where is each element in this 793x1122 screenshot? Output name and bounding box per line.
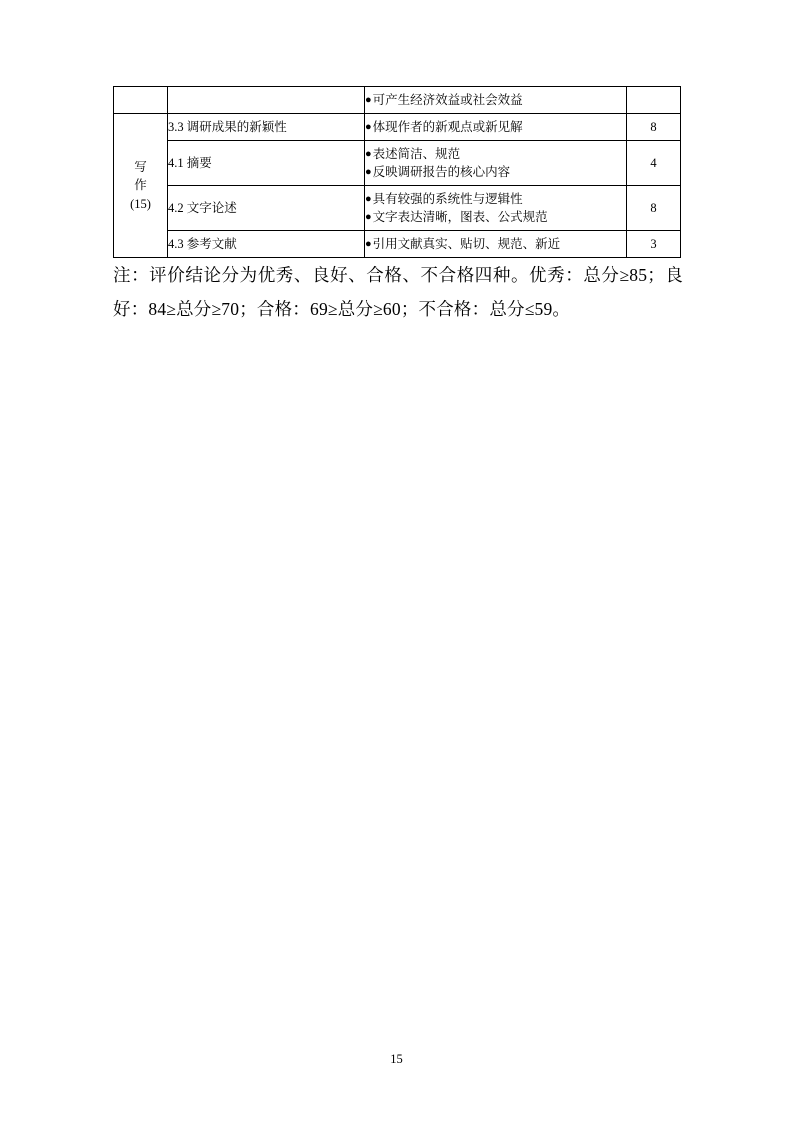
cell-description	[365, 141, 627, 186]
cell-description	[365, 186, 627, 231]
cell-score: 8	[627, 114, 681, 141]
table-row	[114, 231, 681, 258]
description-line: ●可产生经济效益或社会效益	[365, 92, 523, 107]
description-line: ●具有较强的系统性与逻辑性	[365, 191, 523, 206]
cell-score: 8	[627, 186, 681, 231]
cell-item: 4.1 摘要	[168, 141, 365, 186]
cell-item: 4.3 参考文献	[168, 231, 365, 258]
rubric-table	[113, 86, 681, 258]
category-line-3: (15)	[130, 196, 151, 211]
bullet-dot-icon: ●	[365, 93, 372, 106]
table-row	[114, 141, 681, 186]
cell-category-empty-top	[114, 87, 168, 114]
cell-description	[365, 231, 627, 258]
description-line: ●引用文献真实、贴切、规范、新近	[365, 236, 561, 251]
category-line-2: 作	[134, 178, 147, 193]
table-row	[114, 87, 681, 114]
table-note	[113, 258, 683, 326]
table-row	[114, 114, 681, 141]
page-number: 15	[390, 1052, 403, 1066]
description-line: ●反映调研报告的核心内容	[365, 165, 511, 179]
rubric-table-container	[113, 86, 680, 258]
bullet-dot-icon: ●	[365, 147, 372, 160]
bullet-dot-icon: ●	[365, 211, 372, 223]
cell-description	[365, 114, 627, 141]
table-row	[114, 186, 681, 231]
description-line: ●文字表达清晰，图表、公式规范	[365, 210, 548, 224]
note-text: 注：评价结论分为优秀、良好、合格、不合格四种。优秀：总分≥85；良好：84≥总分≥70；合格：69≥总分≥60；不合格：总分≤59。	[113, 265, 683, 320]
cell-score: 3	[627, 231, 681, 258]
description-line: ●体现作者的新观点或新见解	[365, 119, 523, 134]
cell-item-empty-top	[168, 87, 365, 114]
description-line: ●表述简洁、规范	[365, 146, 461, 161]
bullet-dot-icon: ●	[365, 120, 372, 133]
category-line-1: 写	[134, 160, 147, 175]
cell-description	[365, 87, 627, 114]
cell-item: 4.2 文字论述	[168, 186, 365, 231]
cell-score-empty-top	[627, 87, 681, 114]
bullet-dot-icon: ●	[365, 237, 372, 250]
bullet-dot-icon: ●	[365, 166, 372, 178]
bullet-dot-icon: ●	[365, 192, 372, 205]
cell-score: 4	[627, 141, 681, 186]
cell-category-writing	[114, 114, 168, 258]
cell-item: 3.3 调研成果的新颖性	[168, 114, 365, 141]
